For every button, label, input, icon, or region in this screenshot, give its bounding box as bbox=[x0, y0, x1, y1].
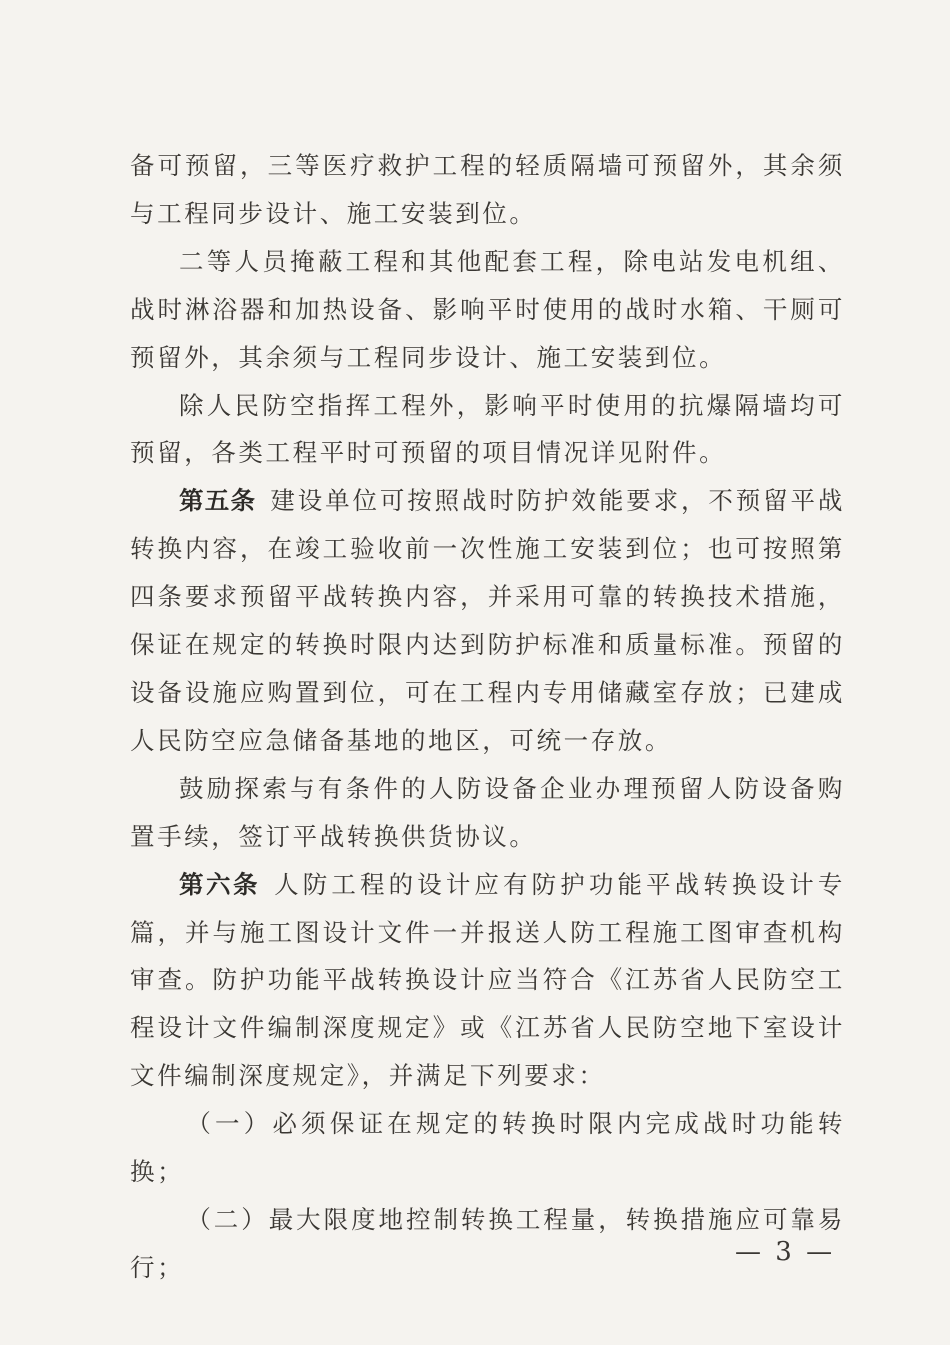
paragraph-text: 除人民防空指挥工程外，影响平时使用的抗爆隔墙均可预留，各类工程平时可预留的项目情况详见附件。 bbox=[130, 390, 845, 468]
article-label: 第五条 bbox=[179, 486, 257, 516]
paragraph-text: 人防工程的设计应有防护功能平战转换设计专篇，并与施工图设计文件一并报送人防工程施工图审查机构审查。防护功能平战转换设计应当符合《江苏省人民防空工程设计文件编制深度规定》或《江苏省人民防空地下室设计文件编制深度规定》，并满足下列要求： bbox=[130, 869, 846, 1091]
paragraph bbox=[130, 382, 845, 478]
paragraph-continuation bbox=[130, 142, 845, 238]
paragraph bbox=[130, 765, 845, 861]
article-label: 第六条 bbox=[179, 869, 261, 899]
paragraph-text: 建设单位可按照战时防护效能要求，不预留平战转换内容，在竣工验收前一次性施工安装到位；也可按照第四条要求预留平战转换内容，并采用可靠的转换技术措施，保证在规定的转换时限内达到防护标准和质量标准。预留的设备设施应购置到位，可在工程内专用储藏室存放；已建成人民防空应急储备基地的地区，可统一存放。 bbox=[130, 486, 845, 755]
article-5 bbox=[130, 477, 845, 764]
list-item bbox=[130, 1100, 845, 1196]
paragraph-text: 鼓励探索与有条件的人防设备企业办理预留人防设备购置手续，签订平战转换供货协议。 bbox=[130, 773, 845, 851]
paragraph bbox=[130, 238, 845, 382]
article-6 bbox=[130, 861, 845, 1101]
paragraph-text: （一）必须保证在规定的转换时限内完成战时功能转换； bbox=[130, 1109, 845, 1187]
paragraph-text: 备可预留，三等医疗救护工程的轻质隔墙可预留外，其余须与工程同步设计、施工安装到位。 bbox=[130, 151, 845, 228]
paragraph-text: （二）最大限度地控制转换工程量，转换措施应可靠易行； bbox=[130, 1204, 845, 1282]
document-body bbox=[130, 142, 845, 1292]
page-number: — 3 — bbox=[735, 1237, 836, 1267]
paragraph-text: 二等人员掩蔽工程和其他配套工程，除电站发电机组、战时淋浴器和加热设备、影响平时使用的战时水箱、干厕可预留外，其余须与工程同步设计、施工安装到位。 bbox=[130, 246, 845, 372]
